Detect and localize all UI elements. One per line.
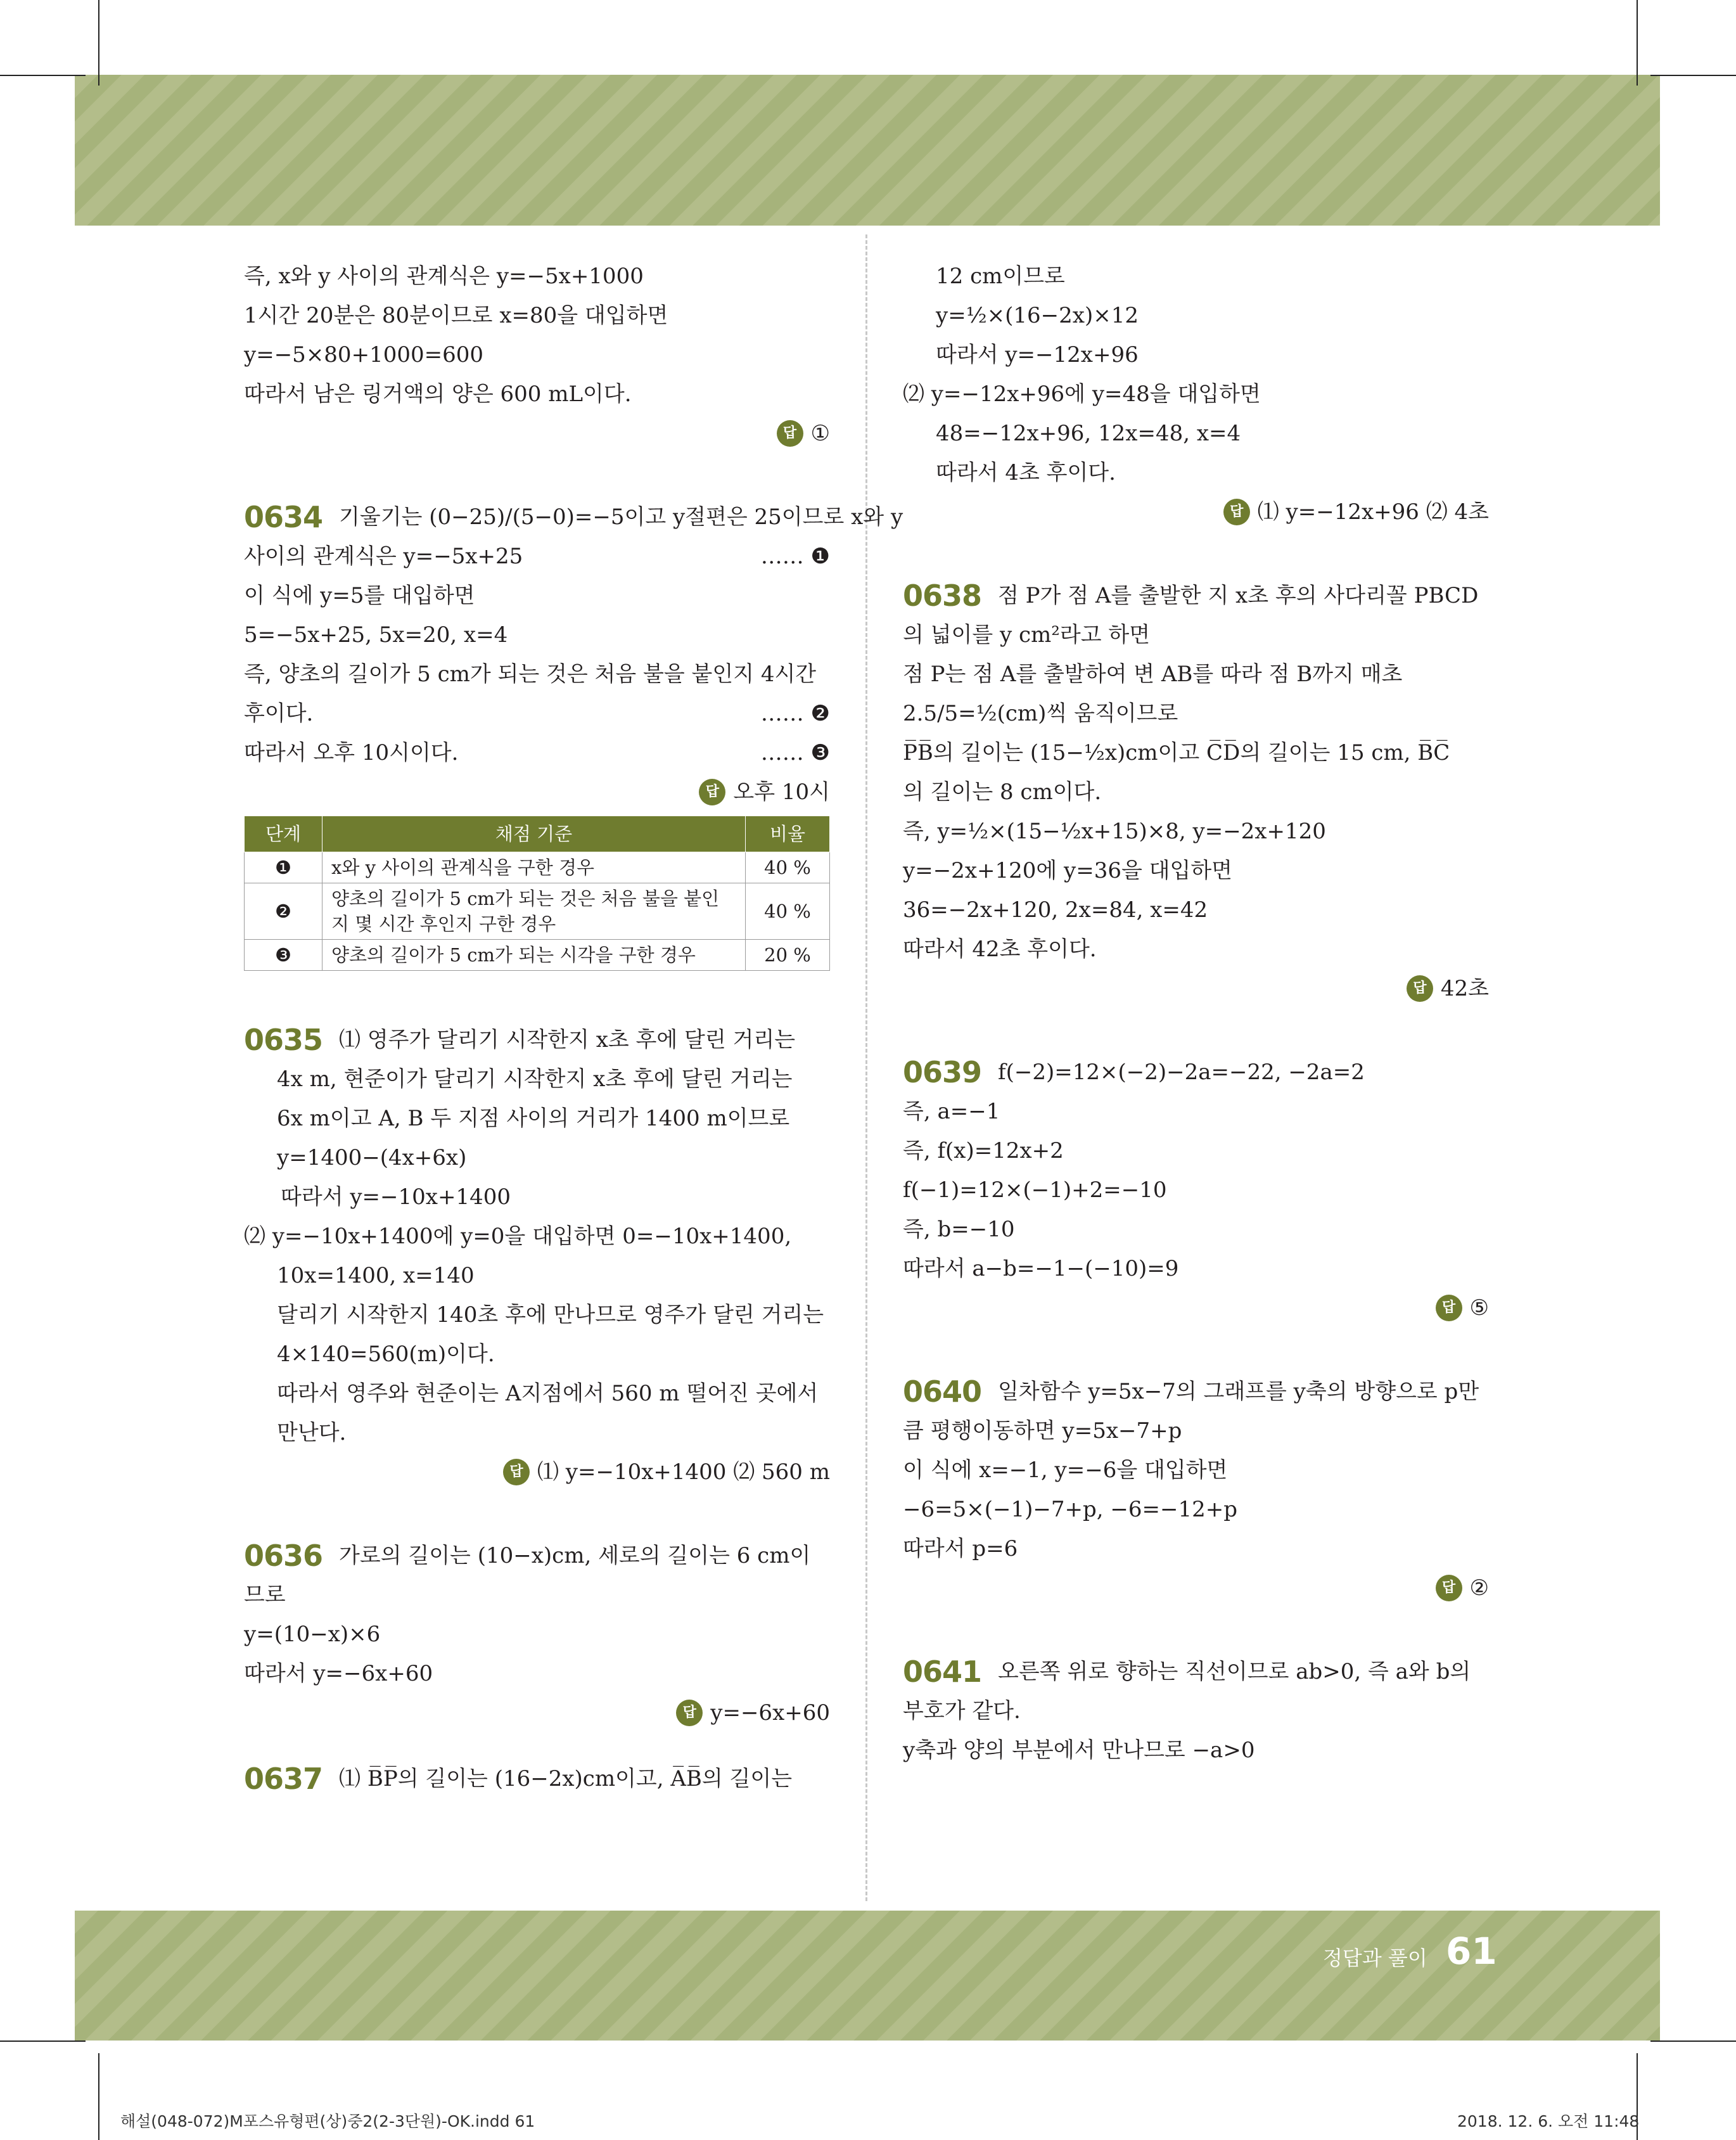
text-line <box>903 453 1489 492</box>
text-line <box>244 1256 830 1295</box>
page-number: 61 <box>1446 1930 1497 1973</box>
text-line <box>244 576 830 615</box>
answer-line <box>903 1568 1489 1608</box>
table-cell-step: ❸ <box>245 940 322 971</box>
text-line <box>244 537 830 576</box>
text-line <box>903 1411 1489 1451</box>
answer-text: ⑤ <box>1469 1295 1489 1321</box>
answer-badge: 답 <box>503 1459 530 1485</box>
line-text: 따라서 4초 후이다. <box>936 460 1116 485</box>
text-line <box>244 497 903 537</box>
line-text: 따라서 y=−6x+60 <box>244 1661 433 1686</box>
crop-mark <box>1637 0 1638 86</box>
text-line <box>244 1615 830 1654</box>
answer-text: ⑴ y=−10x+1400 ⑵ 560 m <box>537 1459 830 1485</box>
text-line <box>244 257 830 296</box>
line-text: 기울기는 (0−25)/(5−0)=−5이고 y절편은 25이므로 x와 y <box>339 504 903 530</box>
line-text: 즉, x와 y 사이의 관계식은 y=−5x+1000 <box>244 264 644 289</box>
text-line <box>903 1652 1489 1691</box>
text-line <box>244 296 830 335</box>
answer-text: ⑴ y=−12x+96 ⑵ 4초 <box>1257 499 1489 525</box>
crop-mark <box>0 75 86 76</box>
text-line <box>903 733 1489 772</box>
file-info: 해설(048-072)M포스유형편(상)중2(2-3단원)-OK.indd 61 <box>120 2112 535 2130</box>
text-line <box>903 1170 1489 1210</box>
footer-section-label: 정답과 풀이 <box>1323 1946 1427 1970</box>
problem-number: 0637 <box>244 1762 323 1796</box>
line-text: 6x m이고 A, B 두 지점 사이의 거리가 1400 m이므로 <box>277 1106 790 1131</box>
table-cell-criterion: x와 y 사이의 관계식을 구한 경우 <box>322 852 746 883</box>
spacer <box>244 1733 830 1759</box>
table-cell-criterion: 양초의 길이가 5 cm가 되는 시각을 구한 경우 <box>322 940 746 971</box>
text-line <box>903 1490 1489 1529</box>
line-text: ⑴ B̅P̅의 길이는 (16−2x)cm이고, A̅B̅의 길이는 <box>339 1766 793 1791</box>
answer-badge: 답 <box>699 779 725 805</box>
text-line <box>903 576 1489 615</box>
step-marker: …… ❸ <box>760 740 830 766</box>
line-text: 즉, y=½×(15−½x+15)×8, y=−2x+120 <box>903 819 1326 844</box>
answer-badge: 답 <box>1223 499 1250 525</box>
answer-line <box>244 414 830 453</box>
line-text: 4x m, 현준이가 달리기 시작한지 x초 후에 달린 거리는 <box>277 1067 793 1092</box>
text-line <box>244 1536 830 1575</box>
line-text: 10x=1400, x=140 <box>277 1263 475 1288</box>
text-line <box>903 1731 1489 1770</box>
table-cell-step: ❷ <box>245 883 322 940</box>
text-line <box>903 296 1489 335</box>
line-text: y축과 양의 부분에서 만나므로 −a>0 <box>903 1738 1255 1763</box>
footer-band <box>75 1911 1660 2041</box>
text-line <box>903 257 1489 296</box>
line-text: 달리기 시작한지 140초 후에 만나므로 영주가 달린 거리는 <box>277 1302 824 1328</box>
line-text: 따라서 남은 링거액의 양은 600 mL이다. <box>244 381 632 407</box>
line-text: 가로의 길이는 (10−x)cm, 세로의 길이는 6 cm이 <box>339 1543 811 1568</box>
text-line <box>244 1413 830 1452</box>
answer-badge: 답 <box>1436 1295 1462 1321</box>
table-cell-ratio: 40 % <box>746 883 830 940</box>
text-line <box>903 615 1489 655</box>
answer-line <box>244 1452 830 1492</box>
text-line <box>903 694 1489 733</box>
spacer <box>903 1008 1489 1053</box>
text-line <box>244 1759 830 1798</box>
line-text: 의 길이는 8 cm이다. <box>903 779 1102 805</box>
line-text: 따라서 42초 후이다. <box>903 937 1097 962</box>
text-line <box>903 1691 1489 1731</box>
text-line <box>903 375 1489 414</box>
header-band <box>75 75 1660 226</box>
crop-mark <box>1650 75 1736 76</box>
text-line <box>903 1451 1489 1490</box>
crop-mark <box>1650 2041 1736 2042</box>
text-line <box>903 930 1489 969</box>
text-line <box>244 1374 830 1413</box>
text-line <box>244 1020 830 1060</box>
text-line <box>244 375 830 414</box>
problem-number: 0635 <box>244 1023 323 1057</box>
line-text: 사이의 관계식은 y=−5x+25 <box>244 544 523 569</box>
line-text: P̅B̅의 길이는 (15−½x)cm이고 C̅D̅의 길이는 15 cm, B̅C̅ <box>903 740 1450 766</box>
line-text: 즉, 양초의 길이가 5 cm가 되는 것은 처음 불을 붙인지 4시간 <box>244 662 817 687</box>
print-date: 2018. 12. 6. 오전 11:48 <box>1457 2112 1640 2130</box>
line-text: 오른쪽 위로 향하는 직선이므로 ab>0, 즉 a와 b의 <box>998 1659 1471 1684</box>
text-line <box>903 335 1489 375</box>
line-text: 부호가 같다. <box>903 1698 1021 1724</box>
text-line <box>903 655 1489 694</box>
text-line <box>903 1131 1489 1170</box>
problem-number: 0639 <box>903 1055 982 1089</box>
line-text: ⑴ 영주가 달리기 시작한지 x초 후에 달린 거리는 <box>339 1027 796 1053</box>
crop-mark <box>98 0 99 86</box>
answer-line <box>903 969 1489 1008</box>
problem-number: 0638 <box>903 579 982 613</box>
text-line <box>244 694 830 733</box>
crop-mark <box>0 2041 86 2042</box>
line-text: 므로 <box>244 1582 286 1608</box>
text-line <box>244 1335 830 1374</box>
line-text: 만난다. <box>277 1420 347 1445</box>
line-text: y=½×(16−2x)×12 <box>936 303 1139 328</box>
text-line <box>903 1249 1489 1288</box>
line-text: 2.5/5=½(cm)씩 움직이므로 <box>903 701 1178 726</box>
text-line <box>244 1138 830 1177</box>
answer-badge: 답 <box>1407 975 1433 1002</box>
answer-line <box>244 772 830 812</box>
text-line <box>244 1060 830 1099</box>
line-text: 의 넓이를 y cm²라고 하면 <box>903 622 1151 648</box>
line-text: 즉, b=−10 <box>903 1217 1015 1242</box>
text-line <box>903 851 1489 890</box>
text-line <box>903 812 1489 851</box>
line-text: 따라서 y=−12x+96 <box>936 342 1139 368</box>
line-text: 48=−12x+96, 12x=48, x=4 <box>936 421 1241 446</box>
table-row <box>245 852 830 883</box>
spacer <box>244 453 830 497</box>
answer-line <box>903 492 1489 532</box>
table-cell-ratio: 40 % <box>746 852 830 883</box>
answer-text: ① <box>810 421 830 446</box>
spacer <box>244 1492 830 1536</box>
text-line <box>244 1295 830 1335</box>
line-text: y=−2x+120에 y=36을 대입하면 <box>903 858 1233 883</box>
line-text: y=−5×80+1000=600 <box>244 342 483 368</box>
grading-table <box>244 816 830 971</box>
problem-number: 0634 <box>244 500 323 534</box>
problem-number: 0636 <box>244 1539 323 1573</box>
line-text: f(−1)=12×(−1)+2=−10 <box>903 1177 1167 1203</box>
line-text: ⑵ y=−12x+96에 y=48을 대입하면 <box>903 381 1261 407</box>
spacer <box>903 1328 1489 1372</box>
table-row <box>245 883 830 940</box>
spacer <box>244 976 830 1020</box>
text-line <box>244 1099 830 1138</box>
text-line <box>903 890 1489 930</box>
table-header: 채점 기준 <box>322 816 746 852</box>
text-line <box>244 335 830 375</box>
table-header: 단계 <box>245 816 322 852</box>
line-text: 일차함수 y=5x−7의 그래프를 y축의 방향으로 p만 <box>998 1379 1479 1404</box>
text-line <box>903 1372 1489 1411</box>
line-text: y=(10−x)×6 <box>244 1622 381 1647</box>
answer-text: 오후 10시 <box>733 779 830 805</box>
line-text: y=1400−(4x+6x) <box>277 1145 467 1170</box>
answer-text: y=−6x+60 <box>710 1700 830 1726</box>
spacer <box>903 532 1489 576</box>
line-text: 즉, f(x)=12x+2 <box>903 1138 1064 1163</box>
line-text: 점 P가 점 A를 출발한 지 x초 후의 사다리꼴 PBCD <box>998 583 1479 608</box>
line-text: 이 식에 y=5를 대입하면 <box>244 583 475 608</box>
table-header: 비율 <box>746 816 830 852</box>
line-text: 즉, a=−1 <box>903 1099 1000 1124</box>
line-text: 1시간 20분은 80분이므로 x=80을 대입하면 <box>244 303 668 328</box>
answer-badge: 답 <box>777 420 803 447</box>
text-line <box>244 655 830 694</box>
line-text: 따라서 영주와 현준이는 A지점에서 560 m 떨어진 곳에서 <box>277 1381 819 1406</box>
answer-text: ② <box>1469 1575 1489 1601</box>
table-row <box>245 940 830 971</box>
text-line <box>903 1053 1489 1092</box>
line-text: 점 P는 점 A를 출발하여 변 AB를 따라 점 B까지 매초 <box>903 662 1403 687</box>
crop-mark <box>98 2053 99 2140</box>
column-divider <box>865 234 867 1901</box>
table-cell-ratio: 20 % <box>746 940 830 971</box>
table-cell-step: ❶ <box>245 852 322 883</box>
answer-line <box>244 1693 830 1733</box>
line-text: −6=5×(−1)−7+p, −6=−12+p <box>903 1497 1237 1522</box>
line-text: 따라서 a−b=−1−(−10)=9 <box>903 1256 1179 1281</box>
text-line <box>244 1575 830 1615</box>
line-text: 큼 평행이동하면 y=5x−7+p <box>903 1418 1182 1444</box>
line-text: f(−2)=12×(−2)−2a=−22, −2a=2 <box>998 1060 1365 1085</box>
text-line <box>903 772 1489 812</box>
line-text: 따라서 오후 10시이다. <box>244 740 459 766</box>
text-line <box>903 1529 1489 1568</box>
table-cell-criterion: 양초의 길이가 5 cm가 되는 것은 처음 불을 붙인지 몇 시간 후인지 구한 경우 <box>322 883 746 940</box>
line-text: 따라서 y=−10x+1400 <box>281 1184 511 1210</box>
line-text: 12 cm이므로 <box>936 264 1065 289</box>
left-column <box>244 257 903 1798</box>
step-marker: …… ❷ <box>760 701 830 726</box>
answer-badge: 답 <box>1436 1575 1462 1601</box>
problem-number: 0640 <box>903 1374 982 1409</box>
problem-number: 0641 <box>903 1655 982 1689</box>
line-text: 4×140=560(m)이다. <box>277 1342 495 1367</box>
line-text: ⑵ y=−10x+1400에 y=0을 대입하면 0=−10x+1400, <box>244 1224 792 1249</box>
text-line <box>244 1217 830 1256</box>
step-marker: …… ❶ <box>760 544 830 569</box>
answer-text: 42초 <box>1440 976 1489 1001</box>
text-line <box>244 615 830 655</box>
line-text: 이 식에 x=−1, y=−6을 대입하면 <box>903 1458 1228 1483</box>
text-line <box>244 733 830 772</box>
text-line <box>903 1210 1489 1249</box>
line-text: 36=−2x+120, 2x=84, x=42 <box>903 897 1208 923</box>
text-line <box>903 414 1489 453</box>
text-line <box>903 1092 1489 1131</box>
text-line <box>244 1654 830 1693</box>
text-line <box>244 1177 830 1217</box>
right-column <box>903 257 1489 1770</box>
answer-badge: 답 <box>676 1700 703 1726</box>
line-text: 따라서 p=6 <box>903 1536 1018 1561</box>
line-text: 후이다. <box>244 701 314 726</box>
answer-line <box>903 1288 1489 1328</box>
spacer <box>903 1608 1489 1652</box>
line-text: 5=−5x+25, 5x=20, x=4 <box>244 622 508 648</box>
